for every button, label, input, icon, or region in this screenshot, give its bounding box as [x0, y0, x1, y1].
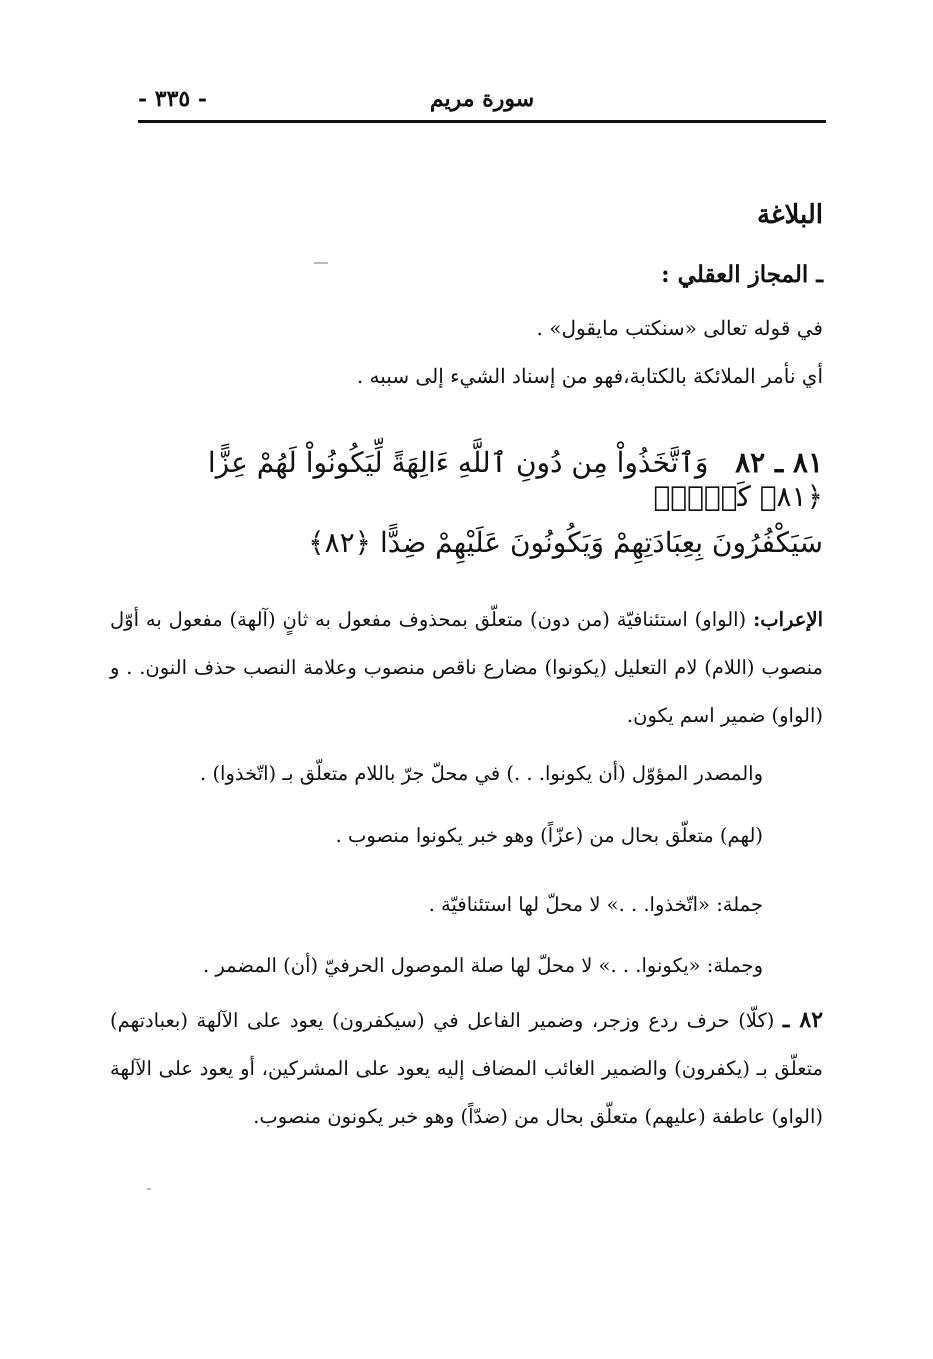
majaz-subheading: ـ المجاز العقلي : — [661, 261, 823, 288]
note-jumla-yakunu: وجملة: «يكونوا. . .» لا محلّ لها صلة الموصول الحرفيّ (أن) المضمر . — [202, 954, 763, 977]
balagha-heading: البلاغة — [756, 200, 823, 230]
irab-paragraph — [110, 596, 823, 740]
surah-title: سورة مريم — [429, 86, 535, 112]
verse-text-1: وَٱتَّخَذُواْ مِن دُونِ ٱللَّهِ ءَالِهَةً لِّيَكُونُواْ لَهُمْ عِزًّا ﴿٨١﴾ كَلَّاۚ — [207, 446, 823, 513]
balagha-line-2: أي نأمر الملائكة بالكتابة،فهو من إسناد الشيء إلى سببه . — [356, 364, 823, 388]
verse82-text: (كلّا) حرف ردع وزجر، وضمير الفاعل في (سيكفرون) يعود على الآلهة (بعبادتهم) متعلّق بـ (يكفرون) والضمير الغائب المضاف إليه يعود على المشركين، أو يعود على الآلهة (الواو) عاطفة (عليهم) متعلّق بحال من (ضدّاً) وهو خبر يكونون منصوب. — [110, 1009, 823, 1128]
verse82-paragraph — [110, 996, 823, 1141]
header-rule — [138, 120, 826, 123]
note-masdar: والمصدر المؤوّل (أن يكونوا. . .) في محلّ جرّ باللام متعلّق بـ (اتّخذوا) . — [200, 762, 763, 785]
irab-text: (الواو) استئنافيّة (من دون) متعلّق بمحذوف مفعول به ثانٍ (آلهة) مفعول به أوّل منصوب (اللام) لام التعليل (يكونوا) مضارع ناقص منصوب وعلامة النصب حذف النون. . و (الواو) ضمير اسم يكون. — [110, 608, 823, 727]
verse-text-2: سَيَكْفُرُونَ بِعِبَادَتِهِمْ وَيَكُونُونَ عَلَيْهِمْ ضِدًّا ﴿٨٢﴾ — [308, 526, 823, 559]
balagha-line-1: في قوله تعالى «سنكتب مايقول» . — [536, 316, 823, 340]
scan-mark — [314, 262, 328, 264]
verse82-number: ٨٢ ـ — [782, 1007, 824, 1033]
verse-line-2 — [150, 526, 823, 560]
scan-dot — [147, 1188, 151, 1190]
verse-number: ٨١ ـ ٨٢ — [735, 446, 823, 479]
irab-label: الإعراب: — [753, 608, 823, 631]
note-lahum: (لهم) متعلّق بحال من (عزّاً) وهو خبر يكونوا منصوب . — [335, 824, 763, 847]
note-jumla-ittakhadhu: جملة: «اتّخذوا. . .» لا محلّ لها استئنافيّة . — [428, 893, 763, 916]
verse-line-1 — [150, 446, 823, 513]
page-number: - ٣٣٥ - — [138, 86, 208, 112]
page-header — [138, 86, 826, 122]
